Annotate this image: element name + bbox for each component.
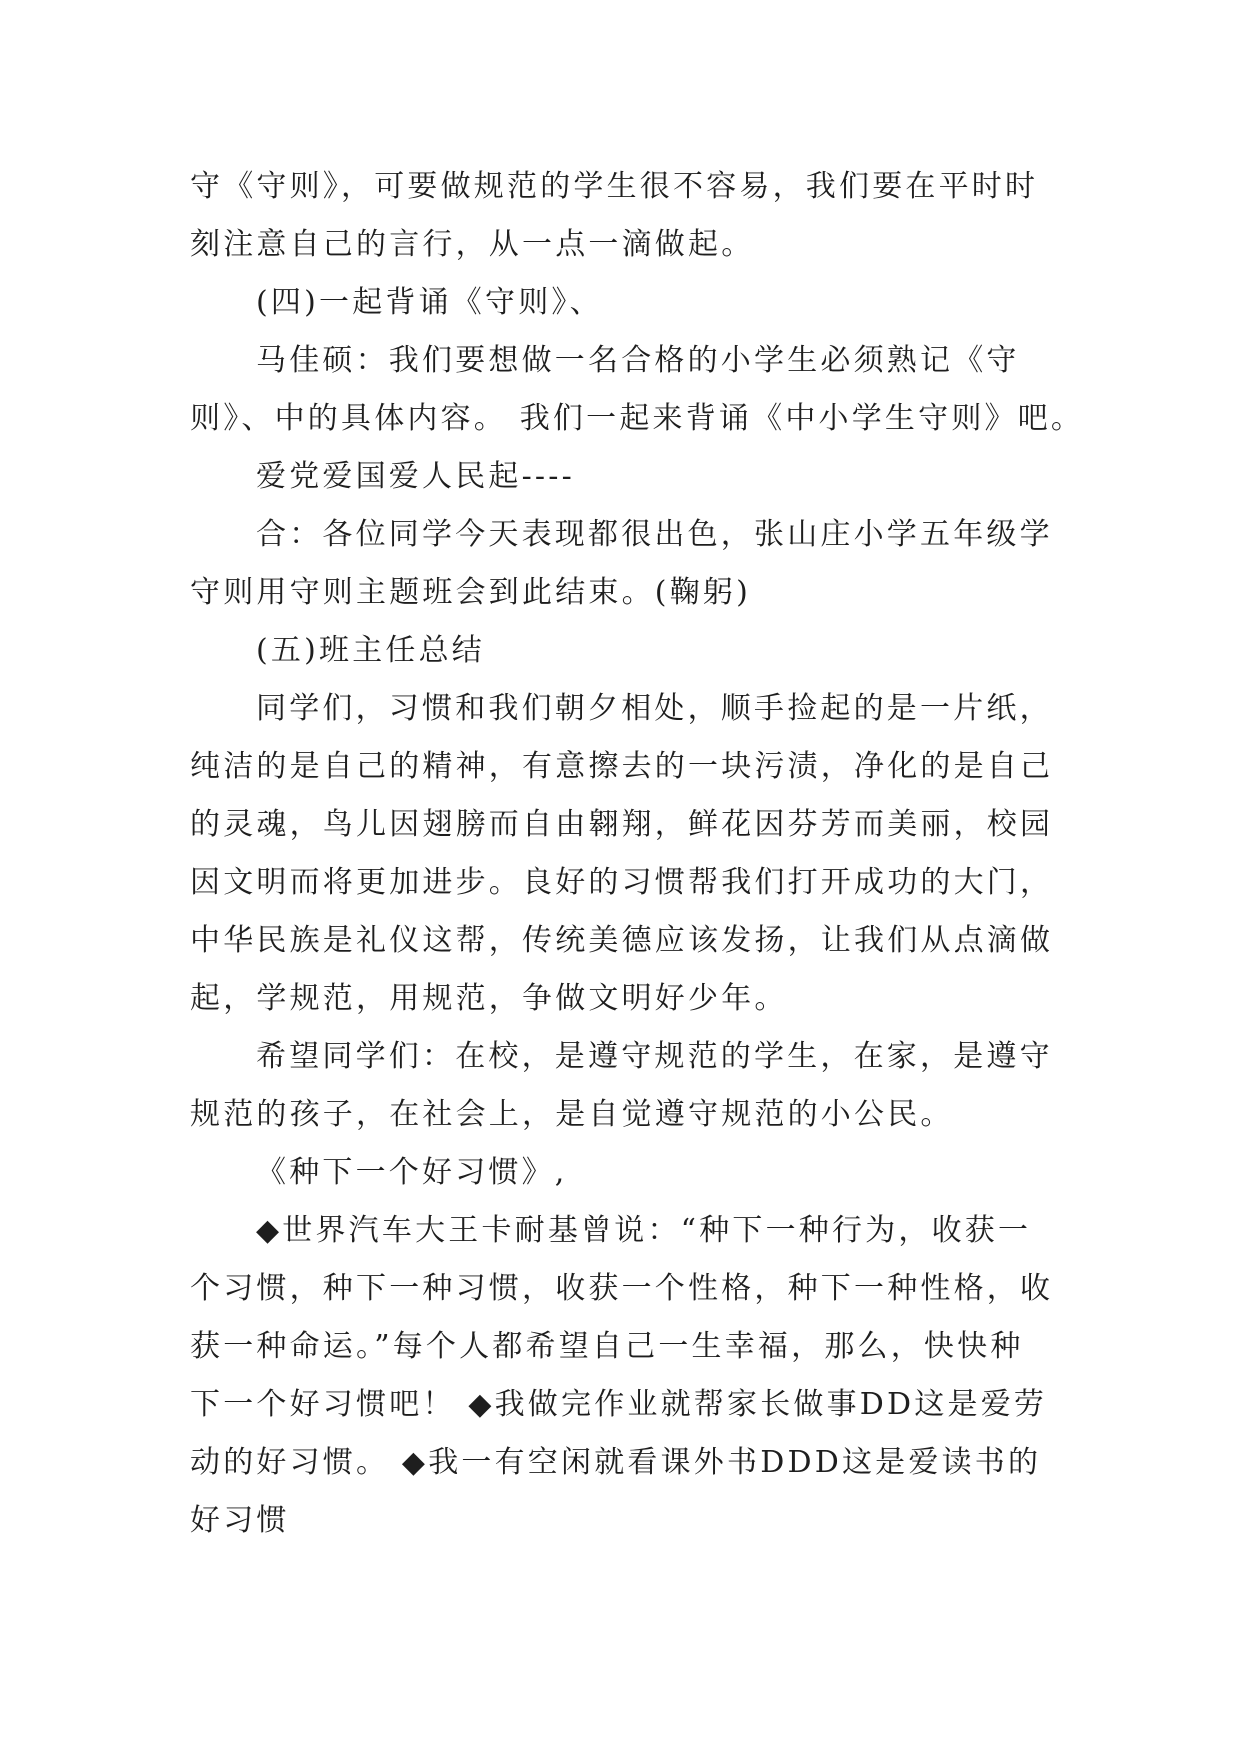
text-line: 合：各位同学今天表现都很出色，张山庄小学五年级学	[256, 517, 1053, 552]
document-body	[190, 158, 1085, 1550]
text-line: 守《守则》，可要做规范的学生很不容易，我们要在平时时	[190, 169, 1039, 204]
text-line: 获一种命运。”每个人都希望自己一生幸福，那么，快快种	[190, 1329, 1024, 1364]
text-line: 中华民族是礼仪这帮，传统美德应该发扬，让我们从点滴做	[190, 923, 1054, 958]
text-line: 好习惯	[190, 1503, 290, 1538]
text-line: 动的好习惯。 ◆我一有空闲就看课外书DDD这是爱读书的	[190, 1445, 1042, 1480]
text-line: 纯洁的是自己的精神，有意擦去的一块污渍，净化的是自己	[190, 749, 1054, 784]
article-title: 《种下一个好习惯》,	[256, 1155, 568, 1190]
text-line: 同学们，习惯和我们朝夕相处，顺手捡起的是一片纸，	[256, 691, 1053, 726]
text-line: 起，学规范，用规范，争做文明好少年。	[190, 981, 788, 1016]
text-line: 下一个好习惯吧！ ◆我做完作业就帮家长做事DD这是爱劳	[190, 1387, 1048, 1422]
text-line: 马佳硕：我们要想做一名合格的小学生必须熟记《守	[256, 343, 1020, 378]
section-heading: (五)班主任总结	[256, 633, 486, 668]
text-line: 规范的孩子，在社会上，是自觉遵守规范的小公民。	[190, 1097, 954, 1132]
text-line: 爱党爱国爱人民起----	[256, 459, 575, 494]
text-line: 则》、中的具体内容。 我们一起来背诵《中小学生守则》吧。	[190, 401, 1085, 436]
text-line: 的灵魂，鸟儿因翅膀而自由翱翔，鲜花因芬芳而美丽，校园	[190, 807, 1054, 842]
text-line: 个习惯，种下一种习惯，收获一个性格，种下一种性格，收	[190, 1271, 1054, 1306]
text-line: ◆世界汽车大王卡耐基曾说：“种下一种行为，收获一	[256, 1213, 1032, 1248]
text-line: 守则用守则主题班会到此结束。(鞠躬)	[190, 575, 752, 610]
section-heading: (四)一起背诵《守则》、	[256, 285, 603, 320]
text-line: 希望同学们：在校，是遵守规范的学生，在家，是遵守	[256, 1039, 1053, 1074]
text-line: 因文明而将更加进步。良好的习惯帮我们打开成功的大门，	[190, 865, 1054, 900]
text-line: 刻注意自己的言行，从一点一滴做起。	[190, 227, 755, 262]
